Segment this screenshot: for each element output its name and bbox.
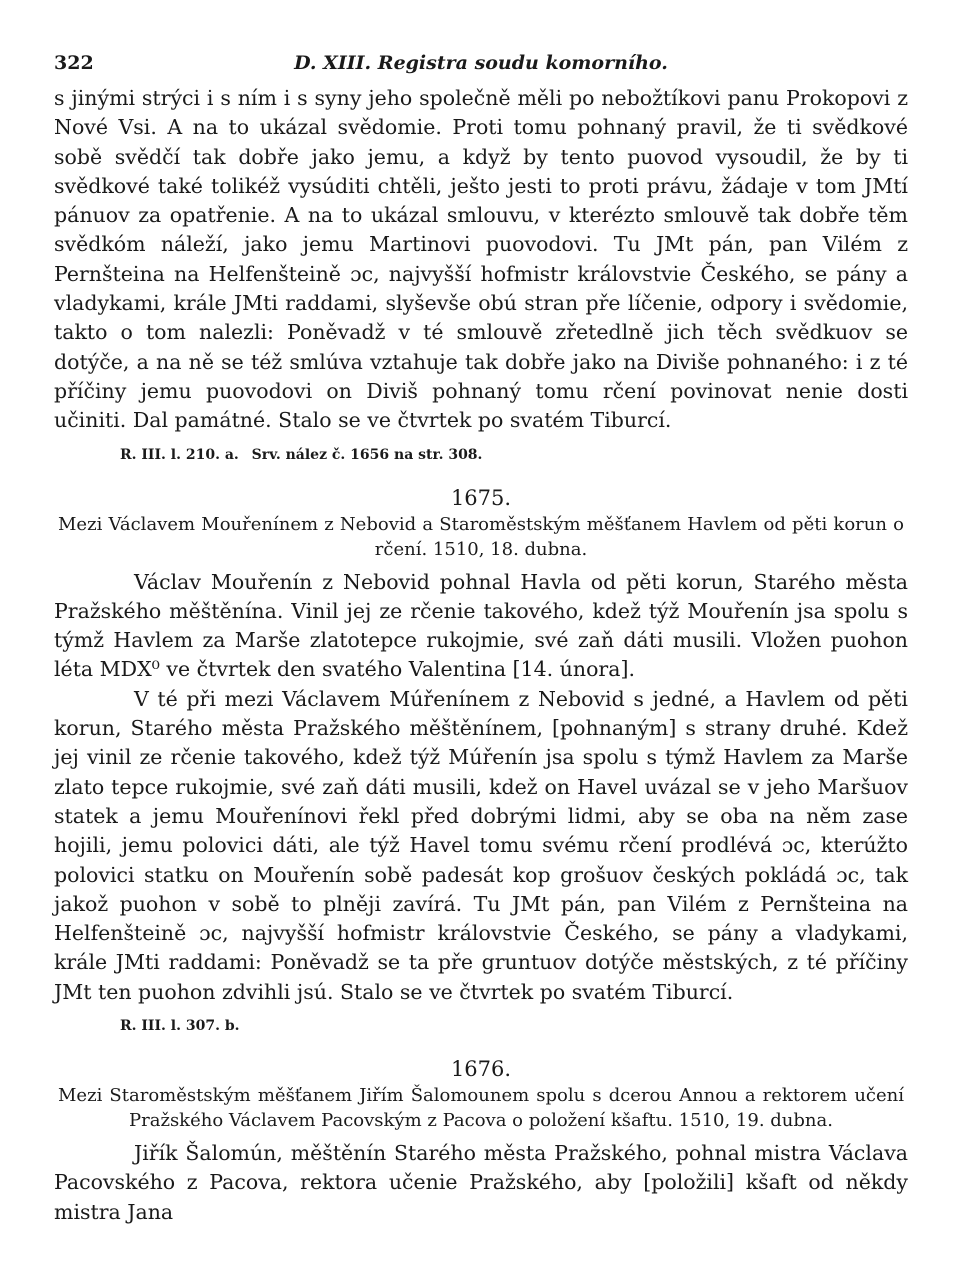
entry-1674-continuation-text: s jinými strýci i s ním i s syny jeho společně měli po nebožtíkovi panu Prokopovi z Nové Vsi. A na to ukázal svědomie. Proti tomu pohnaný pravil, že ti svědkové sobě svědčí tak dobře jako jemu, a když by tento puovod vysoudil, že by ti svědkové také tolikéž vysúditi chtěli, ješto jesti to proti právu, žádaje v tom JMtí pánuov za opatřenie. A na to ukázal smlouvu, v kterézto smlouvě tak dobře těm svědkóm náleží, jako jemu Martinovi puovodovi. Tu JMt pán, pan Vilém z Pernšteina na Helfenšteině ɔc, najvyšší hofmistr královstvie Českého, se pány a vladykami, krále JMti raddami, slyševše obú stran pře líčenie, odpory i svědomie, takto o tom nalezli: Poněvadž v té smlouvě zřetedlně jich těch svědkuov se dotýče, a na ně se též smlúva vztahuje tak dobře jako na Diviše pohnaného: i z té příčiny jemu puovodovi on Diviš pohnaný tomu rčení povinovat nenie dosti učiniti. Dal památné. Stalo se ve čtvrtek po svatém Tiburcí. [54,86,908,433]
register-ref: R. III. l. 210. a. [120,446,239,463]
entry-1675-paragraph-1: Václav Mouřenín z Nebovid pohnal Havla od pěti korun, Starého města Pražského měštěnína. Vinil jej ze rčenie takového, kdež týž Mouřenín jsa spolu s týmž Havlem za Marše zlatotepce rukojmie, své zaň dáti musili. Vložen puohon léta MDX⁰ ve čtvrtek den svatého Valentina [14. února]. [54,569,908,682]
entry-1676-paragraph: Jiřík Šalomún, měštěnín Starého města Pražského, pohnal mistra Václava Pacovského z Pacova, rektora učenie Pražského, aby [položili] kšaft od někdy mistra Jana [54,1141,908,1224]
entry-number-1676: 1676. [450,1057,512,1082]
page-header [54,44,908,84]
entry-1675-paragraph-2: V té při mezi Václavem Múřenínem z Nebovid s jedné, a Havlem od pěti korun, Starého města Pražského měštěnínem, [pohnaným] s strany druhé. Kdež jej vinil ze rčenie takového, kdež týž Múřenín jsa spolu s týmž Havlem za Marše zlato tepce rukojmie, své zaň dáti musili, kdež on Havel uvázal se v jeho Maršuov statek a jemu Mouřenínovi řekl před dobrými lidmi, aby se oba na něm zase hojili, jemu polovici dáti, ale týž Havel tomu svému rčení prodlévá ɔc, kterúžto polovici statku on Mouřenín sobě padesát kop grošuov českých pokládá ɔc, tak jakož puohon v sobě to plněji zavírá. Tu JMt pán, pan Vilém z Pernšteina na Helfenšteině ɔc, najvyšší hofmistr královstvie Českého, se pány a vladykami, krále JMti raddami: Poněvadž se ta pře gruntuov dotýče městských, z té příčiny JMt ten puohon zdvihli jsú. Stalo se ve čtvrtek po svatém Tiburcí. [54,686,908,1004]
entry-summary-1675: Mezi Václavem Mouřenínem z Nebovid a Staroměstským měšťanem Havlem od pěti korun o rčení. 1510, 18. dubna. [58,513,904,560]
entry-number-1675: 1675. [450,485,512,510]
source-reference-1674 [120,444,908,466]
page-number: 322 [54,52,94,74]
source-reference-1675 [120,1015,908,1037]
page [54,44,908,1227]
entry-summary-1676: Mezi Staroměstským měšťanem Jiřím Šalomounem spolu s dcerou Annou a rektorem učení Pražského Václavem Pacovským z Pacova o položení kšaftu. 1510, 19. dubna. [58,1085,904,1132]
register-ref: R. III. l. 307. b. [120,1018,240,1035]
cross-reference: Srv. nález č. 1656 na str. 308. [251,446,483,463]
running-title: D. XIII. Registra soudu komorního. [294,52,668,74]
